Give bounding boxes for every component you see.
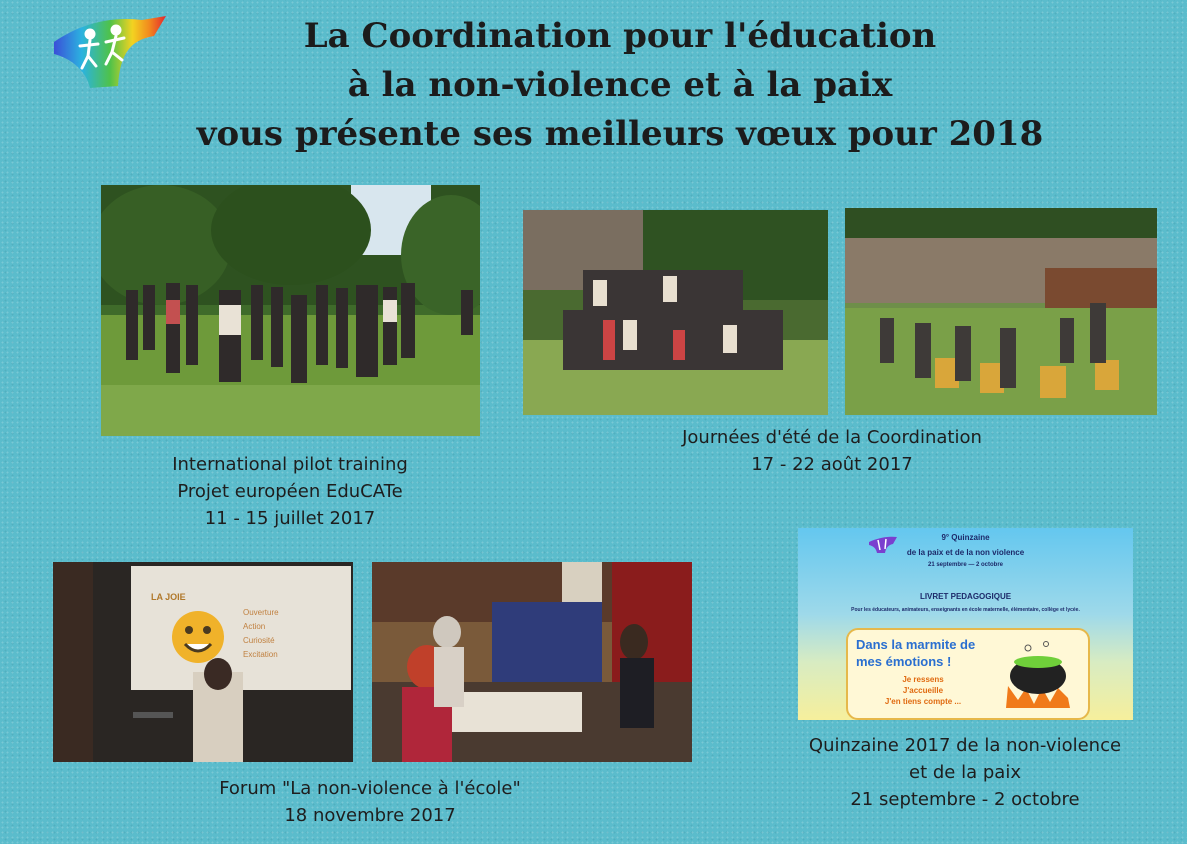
flyer-dates: 21 septembre — 2 octobre — [927, 562, 1004, 568]
flyer-sub-3: J'en tiens compte ... — [884, 697, 962, 706]
caption-pilot-training-line-2: Projet européen EduCATe — [177, 481, 403, 502]
flyer-headline-line-1: Dans la marmite de — [856, 637, 976, 652]
caption-summer-days — [660, 424, 1004, 478]
caption-forum-line-2: 18 novembre 2017 — [284, 805, 456, 826]
caption-forum — [200, 775, 540, 829]
flyer-sub-2: J'accueille — [902, 686, 944, 695]
flyer-quinzaine — [798, 528, 1133, 720]
caption-pilot-training — [140, 451, 440, 532]
cauldron-icon — [998, 638, 1078, 712]
caption-quinzaine — [790, 732, 1140, 813]
photo-pilot-training — [101, 185, 480, 436]
caption-pilot-training-line-3: 11 - 15 juillet 2017 — [204, 508, 376, 529]
title-line-3: vous présente ses meilleurs vœux pour 2018 — [196, 114, 1044, 154]
caption-quinzaine-line-1: Quinzaine 2017 de la non-violence — [808, 735, 1122, 756]
slide-item-1: Ouverture — [243, 608, 279, 617]
page-title — [180, 12, 1060, 159]
flyer-headline-box — [846, 628, 1090, 720]
flyer-subtitle: de la paix et de la non violence — [906, 548, 1025, 557]
caption-quinzaine-line-3: 21 septembre - 2 octobre — [850, 789, 1080, 810]
flyer-edition: 9° Quinzaine — [941, 533, 990, 542]
title-line-1: La Coordination pour l'éducation — [303, 16, 937, 56]
slide-item-3: Curiosité — [243, 636, 275, 645]
photo-forum-speaker — [53, 562, 353, 762]
caption-pilot-training-line-1: International pilot training — [172, 454, 408, 475]
caption-summer-days-line-2: 17 - 22 août 2017 — [751, 454, 913, 475]
slide-item-2: Action — [243, 622, 266, 631]
slide-heading: LA JOIE — [151, 592, 186, 602]
caption-summer-days-line-1: Journées d'été de la Coordination — [682, 427, 982, 448]
flyer-headline-line-2: mes émotions ! — [856, 654, 952, 669]
title-line-2: à la non-violence et à la paix — [347, 65, 893, 105]
caption-forum-line-1: Forum "La non-violence à l'école" — [219, 778, 521, 799]
coordination-logo — [50, 14, 168, 90]
flyer-livret: LIVRET PEDAGOGIQUE — [919, 592, 1012, 601]
flyer-sub-1: Je ressens — [902, 675, 944, 684]
flyer-audience: Pour les éducateurs, animateurs, enseignants en école maternelle, élémentaire, collège et lycée. — [851, 607, 1080, 613]
caption-quinzaine-line-2: et de la paix — [909, 762, 1021, 783]
photo-forum-stands — [372, 562, 692, 762]
slide-item-4: Excitation — [243, 650, 278, 659]
photo-summer-group — [523, 210, 828, 415]
photo-summer-circle — [845, 208, 1157, 415]
